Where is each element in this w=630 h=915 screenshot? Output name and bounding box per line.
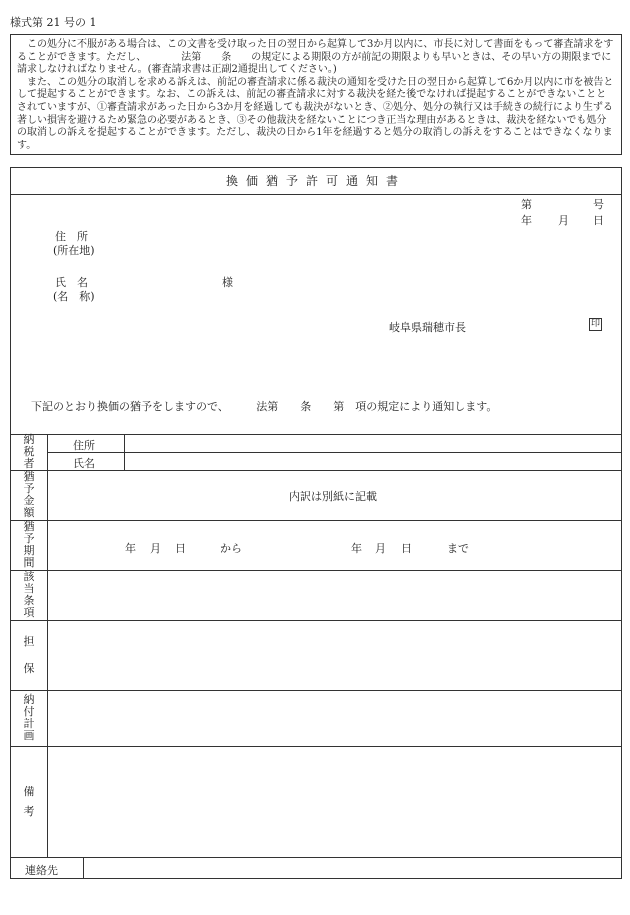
issuer: 岐阜県瑞穂市長	[389, 321, 466, 334]
taxpayer-label: 納 税 者	[23, 433, 35, 470]
seal-mark: 印	[590, 319, 600, 329]
period-from-year: 年	[125, 542, 136, 555]
payment-plan-label: 納 付 計 画	[23, 693, 35, 742]
honorific: 様	[222, 276, 233, 289]
name-label: 氏 名	[55, 276, 88, 289]
period-to-year: 年	[351, 542, 362, 555]
period-to-day: 日	[401, 542, 412, 555]
number-suffix: 号	[593, 198, 604, 211]
taxpayer-address-label: 住所	[73, 439, 95, 452]
notification-form	[10, 167, 622, 879]
amount-label: 猶 予 金 額	[23, 470, 35, 519]
form-number: 様式第 21 号の 1	[10, 16, 97, 29]
document-title: 換価猶予許可通知書	[11, 168, 621, 195]
period-to: まで	[447, 542, 469, 555]
period-from-day: 日	[175, 542, 186, 555]
period-from-month: 月	[150, 542, 161, 555]
number-prefix: 第	[521, 198, 532, 211]
date-year: 年	[521, 214, 532, 227]
body-text: 下記のとおり換価の猶予をしますので、 法第 条 第 項の規定により通知します。	[31, 400, 498, 413]
remarks-label: 備 考	[23, 784, 35, 818]
article-label: 該 当 条 項	[23, 570, 35, 619]
notice-paragraph-1: この処分に不服がある場合は、この文書を受け取った日の翌日から起算して3か月以内に、市長に対して書面をもって審査請求をすることができます。ただし、 法第 条 の規定による期限の方が前記の期限よりも早いときは、その早い方の期限までに請求しなければなりません。(審査請求書は正副2通提出してください。)	[17, 39, 614, 76]
collateral-label: 担 保	[23, 634, 35, 675]
period-from: から	[220, 542, 242, 555]
period-to-month: 月	[375, 542, 386, 555]
address-sub-label: (所在地)	[53, 244, 95, 257]
name-sub-label: (名 称)	[53, 290, 95, 303]
date-day: 日	[593, 214, 604, 227]
appeal-notice	[10, 34, 622, 155]
address-label: 住 所	[55, 230, 88, 243]
contact-label: 連絡先	[25, 864, 58, 877]
taxpayer-name-label: 氏名	[73, 457, 95, 470]
amount-value: 内訳は別紙に記載	[289, 490, 377, 503]
notice-paragraph-2: また、この処分の取消しを求める訴えは、前記の審査請求に係る裁決の通知を受けた日の翌日から起算して6か月以内に市を被告として提起することができます。なお、この訴えは、前記の審査請求に対する裁決を経た後でなければ提起することができないこととされていますが、①審査請求があった日から3か月を経過しても裁決がないとき、②処分、処分の執行又は手続きの続行により生ずる著しい損害を避けるため緊急の必要があるとき、③その他裁決を経ないことにつき正当な理由があるときは、裁決を経ないでも処分の取消しの訴えを提起することができます。ただし、裁決の日から1年を経過すると処分の取消しの訴えをすることはできなくなります。	[17, 76, 614, 151]
date-month: 月	[558, 214, 569, 227]
period-label: 猶 予 期 間	[23, 520, 35, 569]
